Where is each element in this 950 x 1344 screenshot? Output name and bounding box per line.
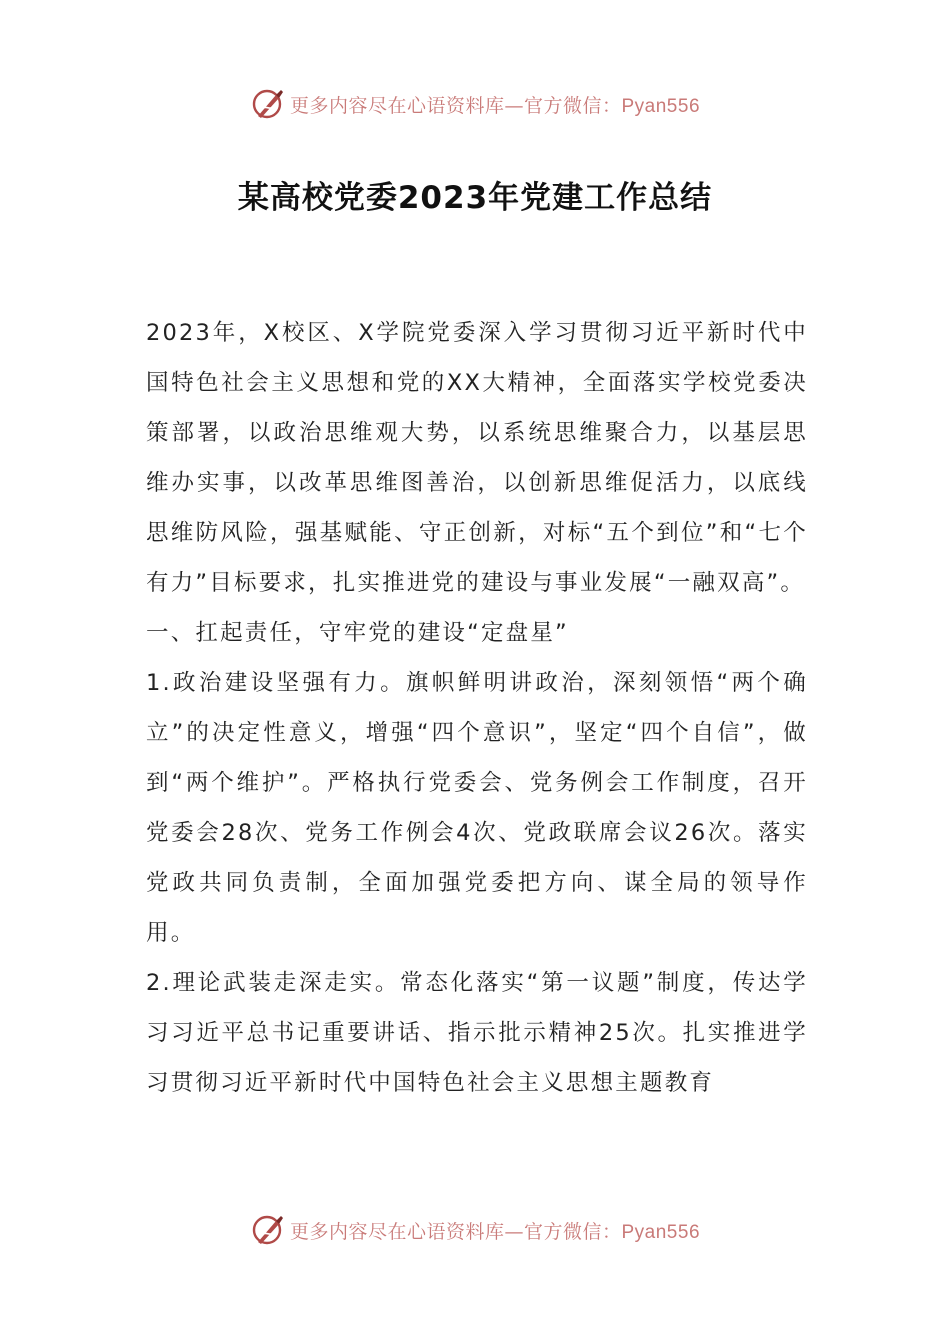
watermark-banner-top (0, 84, 950, 124)
watermark-text: 更多内容尽在心语资料库—官方微信：Pyan556 (289, 1220, 701, 1243)
paragraph-intro: 2023年，X校区、X学院党委深入学习贯彻习近平新时代中国特色社会主义思想和党的XX大精神，全面落实学校党委决策部署，以政治思维观大势，以系统思维聚合力，以基层思维办实事，以改革思维图善治，以创新思维促活力，以底线思维防风险，强基赋能、守正创新，对标“五个到位”和“七个有力”目标要求，扎实推进党的建设与事业发展“一融双高”。 (146, 320, 808, 596)
pen-logo-icon (250, 86, 286, 122)
document-title: 某高校党委2023年党建工作总结 (237, 180, 713, 216)
wechat-id: Pyan556 (621, 1221, 701, 1243)
section-heading-1: 一、扛起责任，守牢党的建设“定盘星” (146, 620, 569, 646)
watermark-text: 更多内容尽在心语资料库—官方微信：Pyan556 (289, 94, 701, 117)
paragraph-political-building: 1.政治建设坚强有力。旗帜鲜明讲政治，深刻领悟“两个确立”的决定性意义，增强“四个意识”，坚定“四个自信”，做到“两个维护”。严格执行党委会、党务例会工作制度，召开党委会28次、党务工作例会4次、党政联席会议26次。落实党政共同负责制，全面加强党委把方向、谋全局的领导作用。 (146, 670, 808, 946)
paragraph-theory-study: 2.理论武装走深走实。常态化落实“第一议题”制度，传达学习习近平总书记重要讲话、指示批示精神25次。扎实推进学习贯彻习近平新时代中国特色社会主义思想主题教育 (146, 970, 808, 1096)
document-body (146, 308, 808, 1108)
pen-logo-icon (250, 1212, 286, 1248)
wechat-id: Pyan556 (621, 95, 701, 117)
watermark-banner-bottom (0, 1210, 950, 1250)
